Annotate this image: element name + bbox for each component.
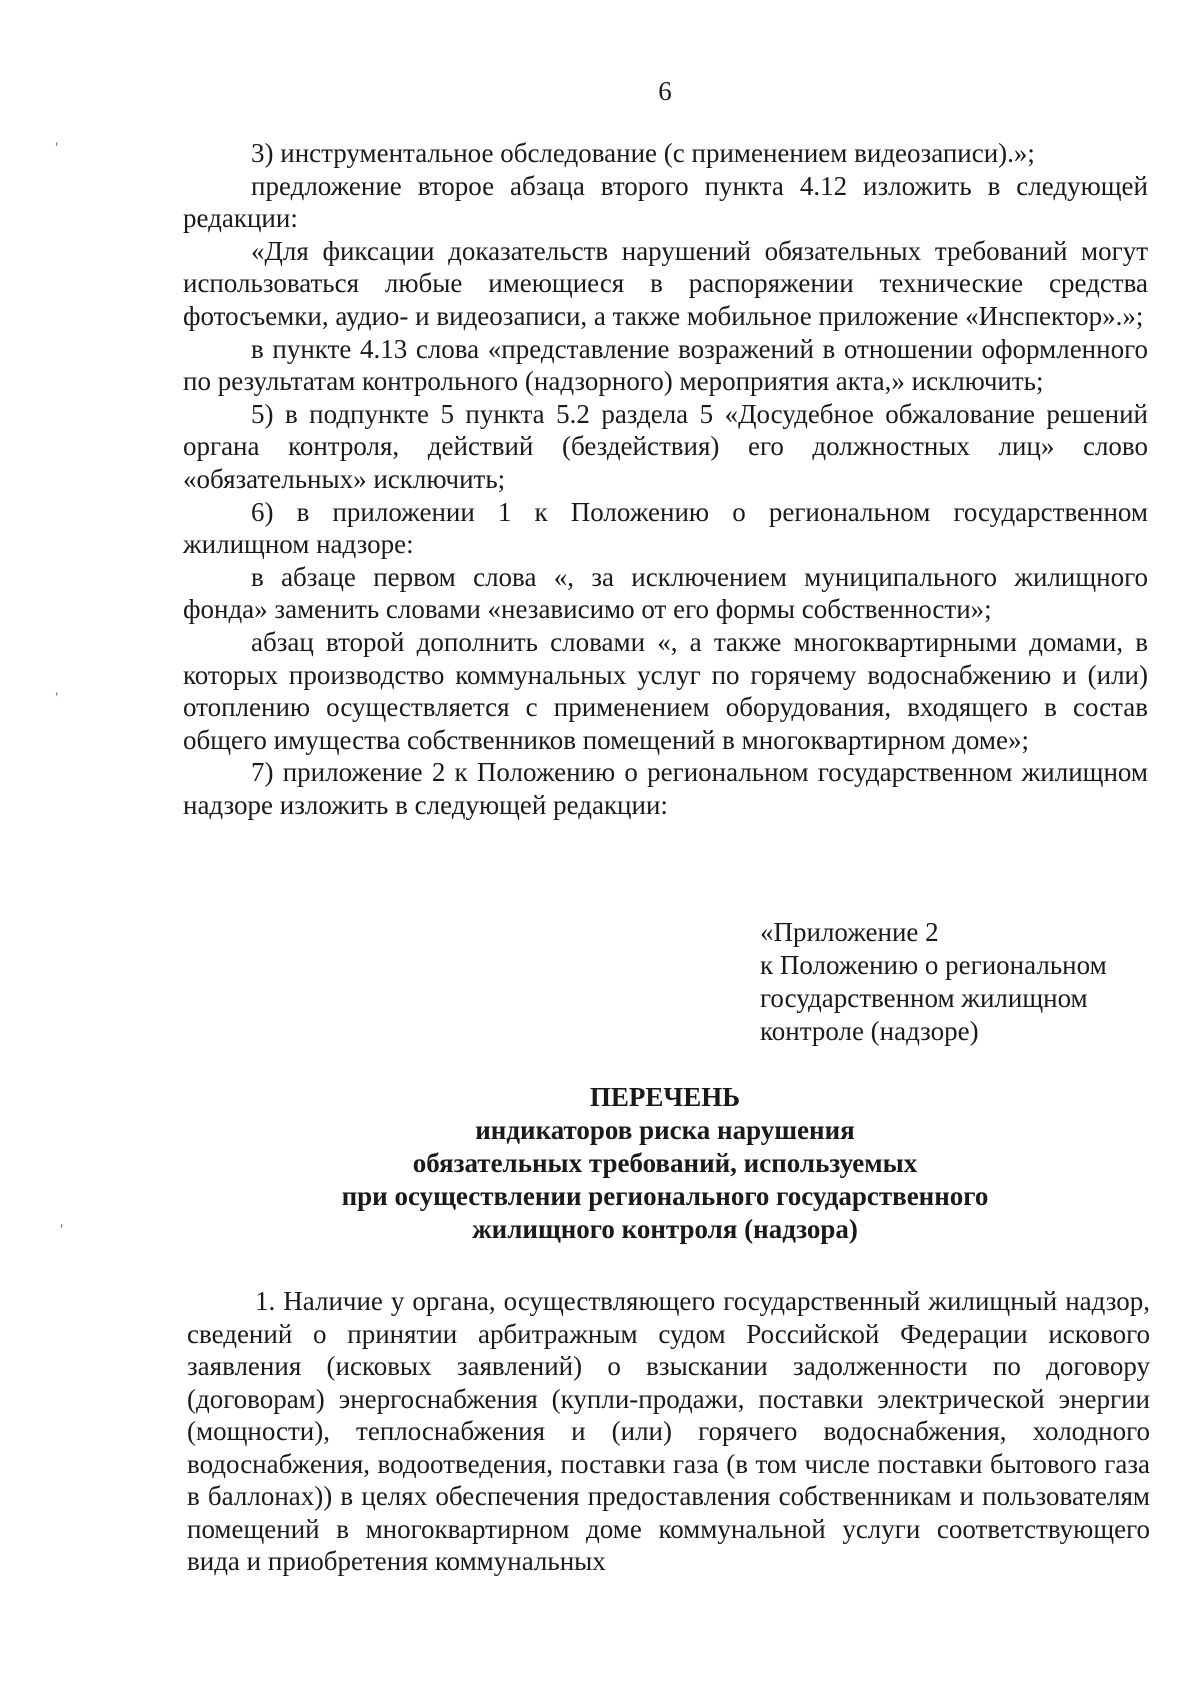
heading-title: ПЕРЕЧЕНЬ: [589, 1082, 741, 1112]
list-heading: [150, 1081, 1180, 1246]
heading-line: индикаторов риска нарушения: [475, 1115, 855, 1145]
list-item: 1. Наличие у органа, осуществляющего государственный жилищный надзор, сведений о принятии арбитражным судом Российской Федерации искового заявления (исковых заявлений) о взыскании задолженности по договору (договорам) энергоснабжения (купли-продажи, поставки электрической энергии (мощности), теплоснабжения и (или) горячего водоснабжения, холодного водоснабжения, водоотведения, поставки газа (в том числе поставки бытового газа в баллонах)) в целях обеспечения предоставления собственникам и пользователям помещений в многоквартирном доме коммунальной услуги соответствующего вида и приобретения коммунальных: [187, 1286, 1150, 1576]
scan-mark: ′: [55, 690, 59, 707]
page-number: 6: [658, 76, 672, 106]
paragraph: 5) в подпункте 5 пункта 5.2 раздела 5 «Досудебное обжалование решений органа контроля, действий (бездействия) его должностных лиц» слово «обязательных» исключить;: [183, 398, 1148, 494]
paragraph: 7) приложение 2 к Положению о региональном государственном жилищном надзоре изложить в следующей редакции:: [183, 757, 1148, 820]
paragraph: абзац второй дополнить словами «, а также многоквартирными домами, в которых производство коммунальных услуг по горячему водоснабжению и (или) отоплению осуществляется с применением оборудования, входящего в состав общего имущества собственников помещений в многоквартирном доме»;: [183, 626, 1148, 755]
attachment-line: «Приложение 2: [760, 917, 939, 947]
heading-line: жилищного контроля (надзора): [472, 1214, 858, 1244]
heading-line: обязательных требований, используемых: [412, 1148, 918, 1178]
paragraph: 6) в приложении 1 к Положению о региональном государственном жилищном надзоре:: [183, 496, 1148, 560]
indicator-list: [187, 1285, 1150, 1578]
paragraph: в пункте 4.13 слова «представление возражений в отношении оформленного по результатам контрольного (надзорного) мероприятия акта,» исключить;: [183, 333, 1148, 397]
scan-mark: ′: [55, 140, 59, 157]
heading-line: при осуществлении регионального государственного: [341, 1181, 989, 1211]
paragraph: «Для фиксации доказательств нарушений обязательных требований могут использоваться любые имеющиеся в распоряжении технические средства фотосъемки, аудио- и видеозаписи, а также мобильное приложение «Инспектор».»;: [183, 235, 1148, 331]
amendment-text: [183, 137, 1148, 821]
scan-mark: ′: [60, 1222, 64, 1239]
attachment-reference: [760, 916, 1160, 1048]
attachment-line: государственном жилищном: [760, 983, 1088, 1013]
attachment-line: к Положению о региональном: [760, 950, 1107, 980]
paragraph: предложение второе абзаца второго пункта 4.12 изложить в следующей редакции:: [183, 170, 1148, 234]
attachment-line: контроле (надзоре): [760, 1016, 979, 1046]
paragraph: в абзаце первом слова «, за исключением муниципального жилищного фонда» заменить словами «независимо от его формы собственности»;: [183, 561, 1148, 625]
paragraph: 3) инструментальное обследование (с применением видеозаписи).»;: [251, 138, 1035, 168]
